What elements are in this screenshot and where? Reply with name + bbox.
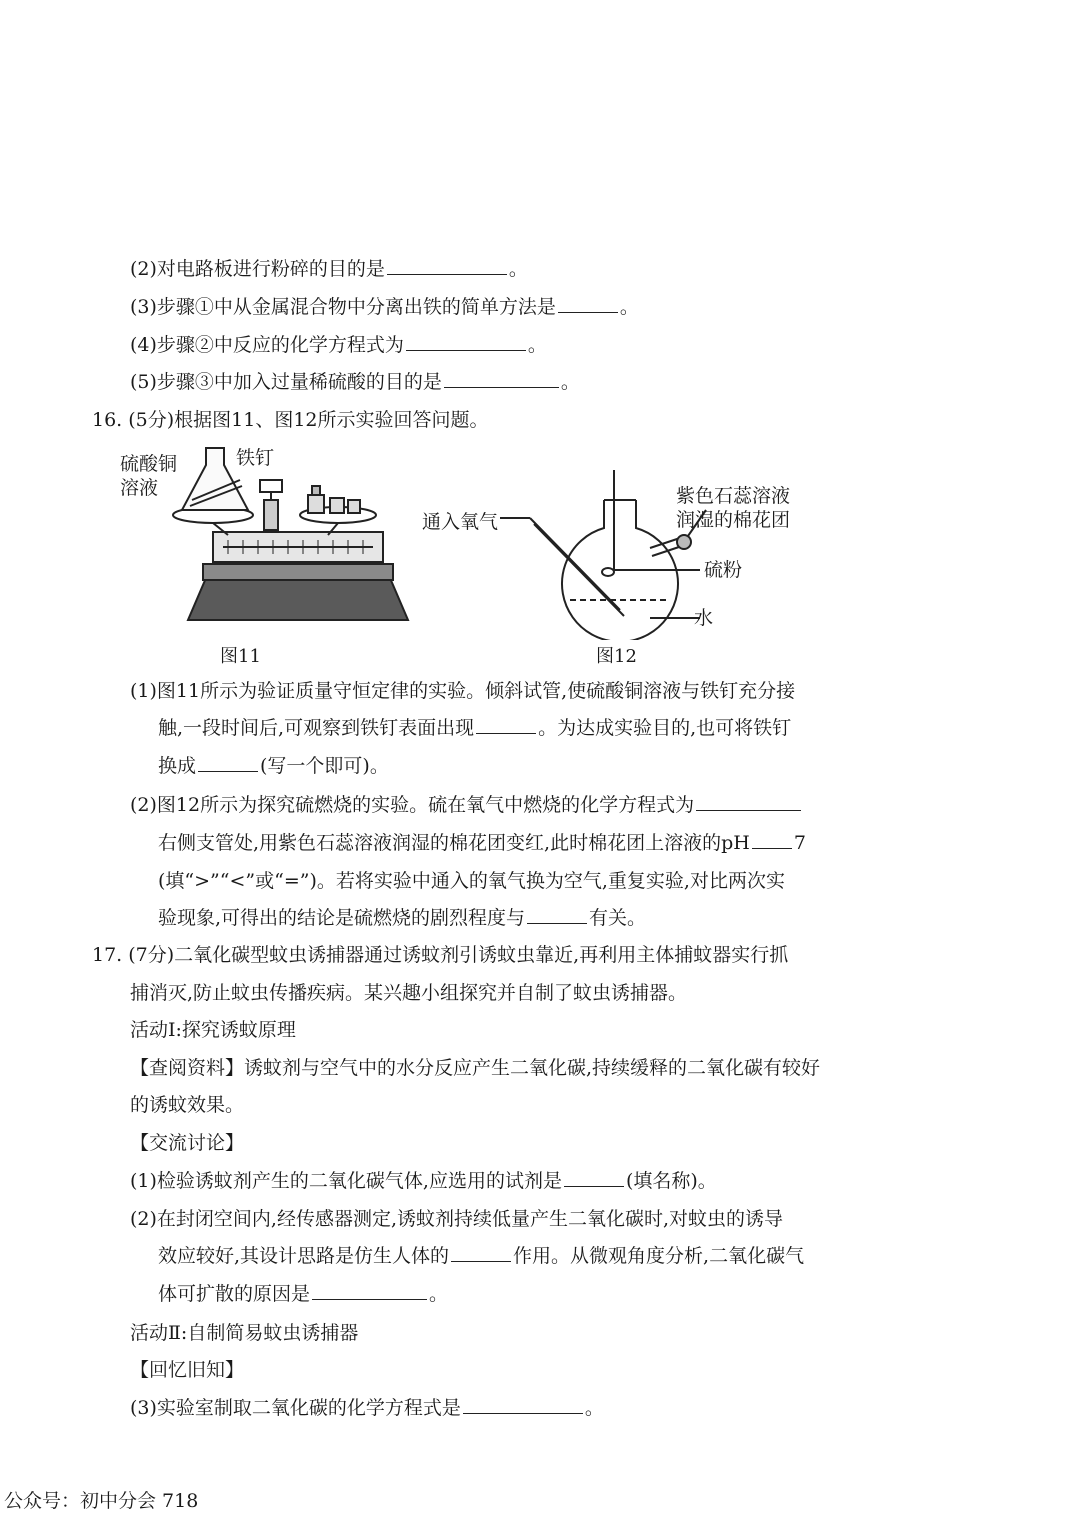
q17-p1 bbox=[130, 1168, 717, 1194]
q15-item-2 bbox=[130, 256, 528, 282]
fig12-label-sulfur: 硫粉 bbox=[704, 559, 743, 581]
answer-blank[interactable] bbox=[406, 332, 526, 351]
q17-info-line1: 【查阅资料】诱蚊剂与空气中的水分反应产生二氧化碳,持续缓释的二氧化碳有较好 bbox=[130, 1057, 821, 1079]
answer-blank[interactable] bbox=[527, 905, 587, 924]
q15-item-5-text: (5)步骤③中加入过量稀硫酸的目的是 bbox=[130, 371, 442, 393]
q17-recall-heading: 【回忆旧知】 bbox=[130, 1359, 245, 1381]
fig11-label-solution-line2: 溶液 bbox=[120, 477, 159, 499]
q16-p2-line4-b: 有关。 bbox=[589, 907, 647, 929]
fig11-label-solution bbox=[120, 452, 177, 500]
q15-item-4 bbox=[130, 332, 547, 358]
answer-blank[interactable] bbox=[312, 1281, 427, 1300]
q16-p1-line3 bbox=[158, 753, 389, 779]
q17-info-line2: 的诱蚊效果。 bbox=[130, 1094, 245, 1116]
q17-p3 bbox=[130, 1395, 604, 1421]
fig12-label-cotton-line2: 润湿的棉花团 bbox=[676, 509, 791, 531]
period: 。 bbox=[429, 1283, 449, 1305]
answer-blank[interactable] bbox=[564, 1168, 624, 1187]
answer-blank[interactable] bbox=[387, 256, 507, 275]
fig11-label-nail: 铁钉 bbox=[236, 447, 275, 469]
q16-p2-line2 bbox=[158, 830, 806, 856]
answer-blank[interactable] bbox=[198, 753, 258, 772]
footer-watermark: 公众号：初中分会 718 bbox=[4, 1490, 199, 1512]
q15-item-2-text: (2)对电路板进行粉碎的目的是 bbox=[130, 258, 385, 280]
answer-blank[interactable] bbox=[463, 1395, 583, 1414]
q17-p2-line2-b: 作用。从微观角度分析,二氧化碳气 bbox=[513, 1245, 805, 1267]
q17-discussion-heading: 【交流讨论】 bbox=[130, 1132, 245, 1154]
q16-p2-line1 bbox=[130, 792, 803, 818]
period: 。 bbox=[584, 1397, 604, 1419]
answer-blank[interactable] bbox=[696, 792, 801, 811]
answer-blank[interactable] bbox=[752, 830, 792, 849]
q16-p1-line3-a: 换成 bbox=[158, 755, 197, 777]
q17-activity-1: 活动Ⅰ:探究诱蚊原理 bbox=[130, 1019, 296, 1041]
q17-p2-line2-a: 效应较好,其设计思路是仿生人体的 bbox=[158, 1245, 450, 1267]
q16-p1-line1: (1)图11所示为验证质量守恒定律的实验。倾斜试管,使硫酸铜溶液与铁钉充分接 bbox=[130, 680, 796, 702]
q15-item-3-text: (3)步骤①中从金属混合物中分离出铁的简单方法是 bbox=[130, 296, 556, 318]
q16-p2-line2-a: 右侧支管处,用紫色石蕊溶液润湿的棉花团变红,此时棉花团上溶液的pH bbox=[158, 832, 750, 854]
q16-p2-line1-text: (2)图12所示为探究硫燃烧的实验。硫在氧气中燃烧的化学方程式为 bbox=[130, 794, 695, 816]
q15-item-5 bbox=[130, 369, 580, 395]
period: 。 bbox=[619, 296, 639, 318]
q17-p2-line3 bbox=[158, 1281, 448, 1307]
q16-p2-line4 bbox=[158, 905, 646, 931]
fig12-label-cotton bbox=[676, 484, 790, 532]
period: 。 bbox=[560, 371, 580, 393]
fig12-label-water: 水 bbox=[694, 607, 714, 629]
q15-item-3 bbox=[130, 294, 639, 320]
q17-p1-b: (填名称)。 bbox=[625, 1170, 717, 1192]
q16-p1-line3-b: (写一个即可)。 bbox=[260, 755, 389, 777]
fig11-label-solution-line1: 硫酸铜 bbox=[120, 453, 178, 475]
q17-title-line1: 17. (7分)二氧化碳型蚊虫诱捕器通过诱蚊剂引诱蚊虫靠近,再利用主体捕蚊器实行抓 bbox=[92, 944, 789, 966]
answer-blank[interactable] bbox=[476, 715, 536, 734]
q16-p2-line2-b: 7 bbox=[793, 832, 806, 854]
q16-p2-line4-a: 验现象,可得出的结论是硫燃烧的剧烈程度与 bbox=[158, 907, 526, 929]
q16-p1-line2-b: 。为达成实验目的,也可将铁钉 bbox=[538, 717, 792, 739]
q17-p1-a: (1)检验诱蚊剂产生的二氧化碳气体,应选用的试剂是 bbox=[130, 1170, 562, 1192]
fig12-caption: 图12 bbox=[596, 646, 637, 667]
q17-p2-line3-a: 体可扩散的原因是 bbox=[158, 1283, 311, 1305]
figure-11-balance bbox=[168, 440, 428, 630]
q17-title-line2: 捕消灭,防止蚊虫传播疾病。某兴趣小组探究并自制了蚊虫诱捕器。 bbox=[130, 982, 688, 1004]
period: 。 bbox=[508, 258, 528, 280]
q17-p3-a: (3)实验室制取二氧化碳的化学方程式是 bbox=[130, 1397, 461, 1419]
answer-blank[interactable] bbox=[444, 369, 559, 388]
fig12-label-cotton-line1: 紫色石蕊溶液 bbox=[676, 485, 791, 507]
q16-title: 16. (5分)根据图11、图12所示实验回答问题。 bbox=[92, 409, 489, 431]
q15-item-4-text: (4)步骤②中反应的化学方程式为 bbox=[130, 334, 404, 356]
q17-p2-line1: (2)在封闭空间内,经传感器测定,诱蚊剂持续低量产生二氧化碳时,对蚊虫的诱导 bbox=[130, 1208, 784, 1230]
period: 。 bbox=[527, 334, 547, 356]
q16-p1-line2-a: 触,一段时间后,可观察到铁钉表面出现 bbox=[158, 717, 475, 739]
q16-p2-line3: (填“>”“<”或“=”)。若将实验中通入的氧气换为空气,重复实验,对比两次实 bbox=[158, 870, 785, 892]
q17-p2-line2 bbox=[158, 1243, 804, 1269]
fig12-label-oxygen: 通入氧气 bbox=[422, 511, 499, 533]
q17-activity-2: 活动Ⅱ:自制简易蚊虫诱捕器 bbox=[130, 1322, 359, 1344]
answer-blank[interactable] bbox=[451, 1243, 511, 1262]
fig11-caption: 图11 bbox=[220, 646, 261, 667]
q16-p1-line2 bbox=[158, 715, 791, 741]
answer-blank[interactable] bbox=[558, 294, 618, 313]
